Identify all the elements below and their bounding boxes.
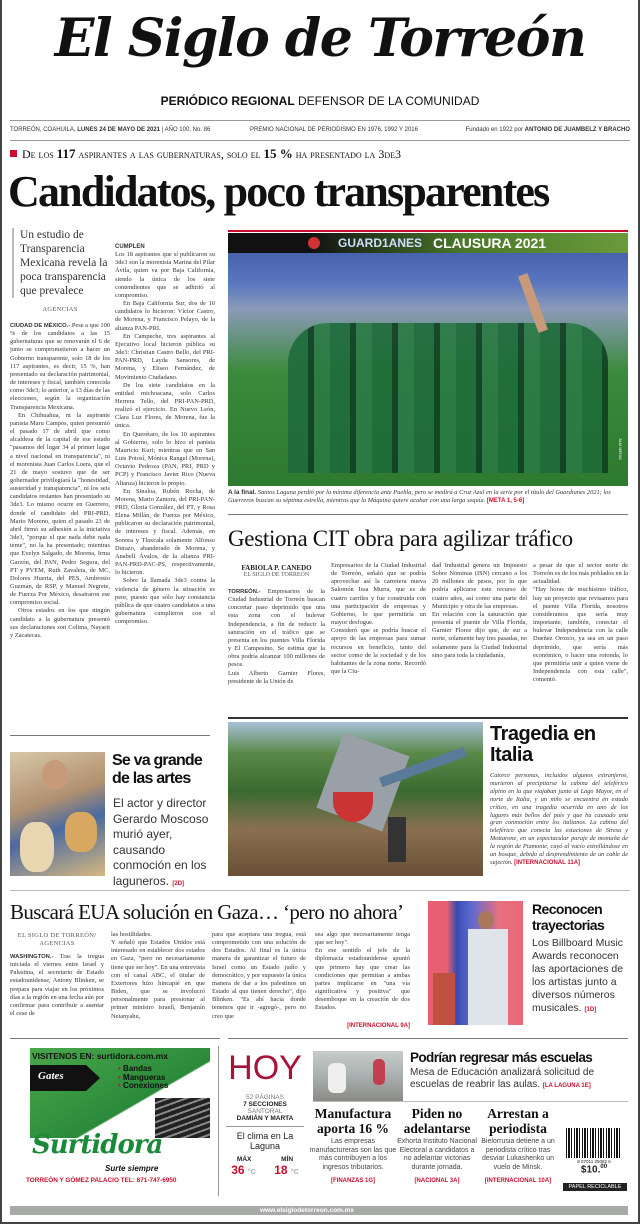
section-reference-link[interactable]: [2D] bbox=[172, 880, 185, 887]
bullet-square-icon bbox=[10, 150, 17, 157]
price-cents: 00 bbox=[600, 1164, 608, 1170]
cit-column-3: dad Industrial genera un Impuesto Sobre Nóminas (ISN) cercano a los 20 millones de pesos, por lo que podría aplicarse este recurso de cuatro años, así como una parte del Municipio y otra de las empresas. En relación con la saturación que presenta el puente de Villa Florida, Garnier Flores dijo que, de sur a norte, solamente hay tres pasadas, no solamente para la Ciudad Industrial sino para toda la ciudadanía, bbox=[432, 562, 527, 659]
cit-column-4: a pesar de que el sector norte de Torreón es de los más poblados en la actualidad. "Hay horas de muchísimo tráfico, hay un proyecto que revisamos para el puente Villa Florida, nosotros consideramos que sería muy importante, también, conectar el bulevar Independencia con la calle Dueñez Orozco, ya sea en un paso deprimido, que sería más económico, o hacer una rotonda, lo que permitiría unir a quien viene de Independencia con esta calle", comentó. bbox=[533, 562, 628, 684]
weather-labels bbox=[222, 1156, 308, 1163]
paragraph: En Querétaro, de los 10 aspirantes al Gobierno, solo lo hizo el panista Mauricio Kuri; mientras que en San Luis Potosí, Mónica Rangel (Morena), Octavio Pedroza (PAN, PRI, PRD y PCP) y Francisco Javier Rico (Nueva Alianza) hicieron lo propio. bbox=[115, 430, 215, 487]
paragraph: De los siete candidatos en la entidad michoacana, solo Carlos Herrera Tello, del PRI-PAN-PRD, realizó el ejercicio. En Nuevo León, Clara Luz Flores, de Morena, fue la única. bbox=[115, 381, 215, 430]
unit: °C bbox=[247, 1169, 256, 1176]
weather-title: El clima en La Laguna bbox=[236, 1131, 294, 1151]
photo-banner bbox=[228, 233, 628, 253]
outlet: EL SIGLO DE TORREÓN bbox=[243, 572, 310, 578]
ad-website: VISITENOS EN: surtidora.com.mx bbox=[32, 1051, 169, 1061]
lead-headline[interactable]: Candidatos, poco transparentes bbox=[8, 167, 549, 216]
brief-text: Exhorta Instituto Nacional Electoral a candidatos a no adelantar victorias durante jornada. bbox=[397, 1138, 477, 1171]
student bbox=[373, 1059, 385, 1085]
section-reference-link[interactable]: [META 1, 5-6] bbox=[486, 498, 525, 504]
paragraph: En Sinaloa, Rubén Rocha, de Morena, Mario Zamora, del PRI-PAN-PRD, Gloria González, del PT, y Rosa Elena Millán, de Fuerza por México, publicaron su declaración patrimonial, de intereses y fiscal. Además, en Sonora y Tlaxcala solamente Alfonso Durazo, abanderado de Morena, y Anabell Ávalos, de la alianza PRI-PAN-PRD-PAC-PS, respectivamente, lo hicieron. bbox=[115, 487, 215, 577]
gaza-headline[interactable]: Buscará EUA solución en Gaza… ‘pero no ahora’ bbox=[10, 900, 404, 924]
brief-text: Bielorrusia detiene a un periodista crítico tras desviar Lukashenko un vuelo de Minsk. bbox=[481, 1138, 555, 1171]
max-value: 36 bbox=[231, 1163, 245, 1177]
caption-lead: A la final. bbox=[228, 489, 257, 496]
barcode-number: 8 07011 25082 6 bbox=[577, 1159, 611, 1164]
summary: Mesa de Educación analizará solicitud de escuelas de reabrir las aulas. bbox=[410, 1067, 594, 1090]
page-count: 52 PÁGINAS bbox=[246, 1094, 284, 1101]
kicker-number: 15 % bbox=[263, 146, 293, 161]
divider bbox=[10, 890, 630, 891]
recycle-badge: PAPEL RECICLABLE bbox=[563, 1183, 627, 1191]
face bbox=[42, 760, 68, 790]
paragraph: Sobre la llamada 3de3 contra la violencia de género la situación es peor, puesto que sólo hay constancia pública de que cuatro candidatos a una gubernatura cumplieron con el compromiso. bbox=[115, 577, 215, 626]
photo-credit: JAM MEDIA bbox=[618, 438, 623, 460]
actor-photo[interactable] bbox=[10, 752, 105, 876]
summary: Catorce personas, incluidos algunos extranjeros, murieron al precipitarse la cabina del teleférico alpino en la que viajaban junto al Lago Mayor, en el norte de Italia, y un niño se encuentra en estado crítico, en una tragedia ocurrida en uno de los lugares más bellos del país y que ha causado una gran conmoción entre los italianos. La cabina del teleférico que conecta las estaciones de Stresa y Mottarone, en un espectacular paraje de montaña de la región de Piamonte, cayó al vacío estrellándose en un bosque, debido al desprendimiento de un cable de sujeción. bbox=[490, 772, 628, 866]
italia-headline[interactable]: Tragedia en Italia bbox=[490, 723, 596, 766]
summary: El actor y director Gerardo Moscoso murió ayer, causando conmoción en los laguneros. bbox=[113, 796, 209, 888]
divider bbox=[10, 140, 630, 141]
paragraph: En Chihuahua, ni la aspirante panista Maru Campos, quien presumió el pasado 17 de abril que como alcaldesa de la capital de ese estado "pasamos del lugar 34 al primer lugar a nivel nacional en transparencia", ni el morenista Juan Carlos Loera, que el 21 de mayo sostuvo que de ser gobernador privilegiará la "honestidad, austeridad y transparencia", ni los seis candidatos restantes han presentado su 3de3. Lo mismo ocurre en Guerrero, donde el candidato del PRI-PRD, Mario Moreno, quien el pasado 23 de abril firmó su adhesión a la iniciativa 3de3, "porque el que nada debe nada teme", no la ha presentado; mientras que Evelyn Salgado, de Morena, Irma Garzón, del PAN, Pedro Segura, del PT y PVEM, Ruth Zavaleta, de MC, Dolores Huerta, del PES, Ambrosio Guzmán, de RSP, y Manuel Negrete, de Fuerza Por México, desairaron ese compromiso social. bbox=[10, 411, 110, 607]
tagline-bold: PERIÓDICO REGIONAL bbox=[160, 94, 295, 108]
section-reference-link[interactable]: [LA LAGUNA 1E] bbox=[542, 1083, 591, 1089]
min-temp bbox=[274, 1163, 299, 1177]
gaza-column-3: para que aceptara una tregua, está comprometido con una solución de dos Estados. Al final es la única manera de garantizar el futuro de Israel como un Estado judío y democrático, y por supuesto la única manera de dar a los palestinos un Estado al que tienen derecho", dijo Blinken. "Es ahí hacia donde tenemos que ir -agregó-, pero no creo que bbox=[212, 931, 306, 1020]
ad-item-label: Mangueras bbox=[123, 1072, 166, 1082]
kicker-number: 117 bbox=[56, 146, 76, 161]
gaza-byline: EL SIGLO DE TORREÓN/ AGENCIAS bbox=[17, 932, 97, 947]
divider bbox=[10, 1038, 220, 1039]
cit-headline[interactable]: Gestiona CIT obra para agilizar tráfico bbox=[228, 526, 573, 551]
min-value: 18 bbox=[274, 1163, 288, 1177]
gates-logo: Gates bbox=[38, 1070, 64, 1082]
price-value: $10. bbox=[580, 1164, 601, 1176]
paragraph: En Baja California Sur, dos de 10 candidatos lo hicieron: Víctor Castro, de Morena, y Francisco Pelayo, de la alianza PAN-PRI. bbox=[115, 300, 215, 332]
price bbox=[563, 1164, 625, 1175]
artes-headline[interactable]: Se va grande de las artes bbox=[112, 752, 203, 787]
issue-date: LUNES 24 DE MAYO DE 2021 bbox=[77, 127, 161, 133]
cit-column-2: Empresarios de la Ciudad Industrial de Torreón, señaló que se podría aprovechar así la carretera nueva Salomón Issa Murra, que es de cuatro carriles y fue construida con una participación de empresas y Gobierno, lo que permitiría un mayor desfogue. Consideró que se podría buscar el apoyo de las empresas para sumar recursos en beneficio, tanto del sector como de la sociedad y de los habitantes de la zona norte. Recordó que la Ciu- bbox=[331, 562, 426, 676]
ad-item-label: Conexiones bbox=[123, 1081, 169, 1090]
award: PREMIO NACIONAL DE PERIODISMO EN 1976, 1992 Y 2016 bbox=[250, 127, 418, 133]
unit: °C bbox=[290, 1169, 299, 1176]
founder: ANTONIO DE JUAMBELZ Y BRACHO bbox=[524, 127, 630, 133]
footer-url-bar[interactable]: www.elsiglodetorreon.com.mx bbox=[10, 1206, 628, 1215]
ad-item: • Conexiones bbox=[118, 1081, 169, 1090]
ad-slogan: Surte siempre bbox=[105, 1164, 159, 1173]
divider bbox=[228, 1038, 628, 1039]
brief-periodista[interactable] bbox=[476, 1106, 560, 1184]
divider bbox=[218, 1046, 219, 1196]
artes-text bbox=[113, 796, 213, 892]
cable-car-crash-photo[interactable] bbox=[228, 722, 483, 876]
face bbox=[478, 911, 494, 929]
firefighter bbox=[388, 817, 406, 862]
section-reference-link[interactable]: [FINANZAS 1G] bbox=[331, 1178, 375, 1185]
hoses-image bbox=[155, 1098, 210, 1138]
italia-text bbox=[490, 772, 628, 868]
players-silhouette bbox=[288, 323, 608, 473]
tagline-text: DEFENSOR DE LA COMUNIDAD bbox=[298, 94, 480, 108]
section-reference-link[interactable]: [INTERNACIONAL 11A] bbox=[514, 859, 581, 866]
escuelas-headline[interactable]: Podrían regresar más escuelas bbox=[410, 1050, 593, 1065]
dateline-info bbox=[10, 127, 210, 133]
dog bbox=[20, 822, 54, 872]
student bbox=[328, 1063, 346, 1093]
soccer-team-photo[interactable] bbox=[228, 233, 628, 486]
ad-item-label: Bandas bbox=[123, 1064, 152, 1073]
max-temp bbox=[231, 1163, 256, 1177]
brief-ine[interactable] bbox=[396, 1106, 478, 1184]
issue-number: | AÑO 100, No. 86 bbox=[161, 127, 211, 133]
paragraph: En Campeche, tres aspirantes al Ejecutivo local hicieron pública su 3de3: Christian Castro Bello, del PRI-PAN-PRD, Layda Sansores, de Morena, y Eliseo Fernández, de Movimiento Ciudadano. bbox=[115, 332, 215, 381]
kicker-text: aspirantes a las gubernaturas, solo el bbox=[78, 147, 261, 161]
hoy-box bbox=[222, 1048, 308, 1177]
tagline bbox=[0, 94, 640, 108]
divider bbox=[10, 120, 630, 121]
banner-title: CLAUSURA 2021 bbox=[433, 235, 547, 251]
dateline: CIUDAD DE MÉXICO.- bbox=[10, 323, 71, 329]
section-count: 7 SECCIONES bbox=[243, 1101, 287, 1108]
founded-label: Fundado en 1922 por bbox=[465, 127, 523, 133]
min-label: MÍN bbox=[281, 1156, 294, 1163]
ad-item: • Bandas bbox=[118, 1064, 152, 1073]
photo-caption bbox=[228, 489, 628, 505]
accent-rule bbox=[228, 230, 628, 232]
ad-item: • Mangueras bbox=[118, 1072, 166, 1082]
paragraph: Los 18 aspirantes que sí publicaron su 3de3 son la morenista Marina del Pilar Ávila, quien va por Baja California, siendo la única de los siete contendientes que se adhirió al compromiso. bbox=[115, 251, 215, 299]
barcode-icon bbox=[566, 1128, 622, 1158]
weather-values bbox=[222, 1163, 308, 1177]
section-reference-link[interactable]: [1D] bbox=[584, 1007, 597, 1013]
brief-headline: Arrestan a periodista bbox=[487, 1106, 549, 1136]
section-reference-link[interactable]: [INTERNACIONAL 10A] bbox=[484, 1178, 552, 1185]
paragraph: Empresarios de la Ciudad Industrial de Torreón buscan concretar paso deprimido que una esta zona con el bulevar Independencia, a fin de reducir la saturación en el tráfico que se presenta en los puentes Villa Florida y El Campesino. Se estima que la obra podría alcanzar 100 millones de pesos. Luis Alberto Garnier Flores, presidente de la Unión de bbox=[228, 588, 325, 685]
brief-headline: Piden no adelantarse bbox=[403, 1106, 471, 1136]
divider bbox=[10, 735, 210, 736]
brief-text: Las empresas manufactureras son las que más contribuyen a los ingresos tributarios. bbox=[309, 1138, 397, 1171]
surtidora-logo: Surtidora bbox=[32, 1130, 163, 1160]
gaza-ref[interactable]: [INTERNACIONAL 9A] bbox=[347, 1023, 410, 1029]
classroom-photo[interactable] bbox=[313, 1051, 403, 1101]
summary: Los Billboard Music Awards reconocen las aportaciones de los artistas junto a diversos números musicales. bbox=[532, 937, 624, 1014]
ad-products bbox=[118, 1065, 168, 1091]
gaza-column-4: sea algo que necesariamente tenga que ser hoy". En ese sentido el jefe de la diplomacia estadounidense apuntó que primero hay que crear las condiciones que permitan a ambas partes implicarse en "una vía significativa y positiva" que desemboque en la creación de dos Estados. bbox=[315, 931, 410, 1012]
ad-contact: TORREÓN Y GÓMEZ PALACIO TEL: 871-747-6950 bbox=[26, 1177, 177, 1184]
divider bbox=[228, 717, 628, 719]
dateline: TORREÓN.- bbox=[228, 589, 261, 595]
brief-manufactura[interactable] bbox=[309, 1106, 397, 1184]
dog bbox=[65, 812, 97, 852]
santoral: DAMIÁN Y MARTA bbox=[236, 1115, 294, 1122]
divider bbox=[226, 1126, 304, 1127]
billboard-awards-photo[interactable] bbox=[428, 901, 523, 1025]
lead-byline: AGENCIAS bbox=[42, 306, 78, 313]
gaza-column-2: las hostilidades. Y señaló que Estados Unidos está interesado en establecer dos estados en Gaza, "pero no necesariamente tiene que ser hoy". En una entrevista con el canal ABC, el titular de Exteriores hizo hincapié en que Biden, que se involucró personalmente para presionar al primer ministro israelí, Benjamín Netanyahu, bbox=[111, 931, 205, 1020]
kicker-text: ha presentado la 3de3 bbox=[295, 147, 401, 161]
banner-brand: GUARD1ANES bbox=[338, 236, 423, 250]
paragraph: Otros estados en los que ningún candidato a la gubernatura presentó sus declaraciones son Colima, Nayarit y Zacatecas. bbox=[10, 607, 110, 639]
cit-column-1 bbox=[228, 588, 325, 706]
dateline: WASHINGTON.- bbox=[10, 954, 54, 960]
lead-column-2 bbox=[115, 240, 215, 722]
max-label: MÁX bbox=[236, 1156, 252, 1163]
author: FABIOLA P. CANEDO bbox=[241, 564, 312, 572]
lead-kicker bbox=[10, 146, 401, 162]
subhead: CUMPLEN bbox=[115, 244, 145, 250]
billboard-text bbox=[532, 937, 630, 1017]
masthead-logo[interactable]: El Siglo de Torreón bbox=[54, 8, 586, 69]
founded bbox=[466, 127, 630, 133]
place: TORREÓN, COAHUILA, bbox=[10, 127, 76, 133]
paragraph: Tras la tregua iniciada el viernes entre Israel y Palestina, el secretario de Estado estadounidense, Antony Blinken, se prepara para viajar en los próximos días a la región en una fecha aún por confirmar para contribuir a asentar el cese de bbox=[10, 953, 104, 1018]
lead-column-1 bbox=[10, 322, 110, 722]
santoral-label: SANTORAL bbox=[247, 1108, 283, 1115]
hoy-title: HOY bbox=[228, 1049, 302, 1087]
gaza-column-1 bbox=[10, 953, 104, 1033]
lead-deck: Un estudio de Transparencia Mexicana revela la poca transparencia que prevalece bbox=[12, 228, 110, 298]
liga-mx-logo-icon bbox=[308, 237, 320, 249]
white-suit bbox=[468, 929, 508, 1025]
paragraph: Pese a que 100 % de los candidatos a las 15 gubernaturas que se renovarán el 6 de junio se comprometieron a hacer un Gobierno transparente, solo 18 de los 117 aspirantes, es decir, 15 %, han presentado su declaración patrimonial, de intereses y fiscal, también conocida como 3de3; lo anterior, a 13 días de las elecciones, según la organización Transparencia Mexicana. bbox=[10, 322, 110, 411]
divider bbox=[228, 514, 628, 515]
divider bbox=[313, 1101, 628, 1102]
child bbox=[433, 973, 455, 1025]
surtidora-ad[interactable] bbox=[10, 1048, 210, 1193]
billboard-headline[interactable]: Reconocen trayectorias bbox=[532, 901, 605, 933]
kicker-text: De los bbox=[22, 147, 54, 161]
brief-headline: Manufactura aporta 16 % bbox=[314, 1106, 392, 1136]
cit-byline bbox=[228, 564, 325, 578]
caption-text: Santos Laguna perdió por la mínima diferencia ante Puebla, pero se medirá a Cruz Azul en la serie por el título del Guardianes 2021; los Guerreros buscan su séptima estrella, mientras que la Máquina quiere acabar con una larga sequía. bbox=[228, 489, 611, 504]
escuelas-text bbox=[410, 1067, 630, 1092]
section-reference-link[interactable]: [NACIONAL 3A] bbox=[414, 1178, 460, 1185]
